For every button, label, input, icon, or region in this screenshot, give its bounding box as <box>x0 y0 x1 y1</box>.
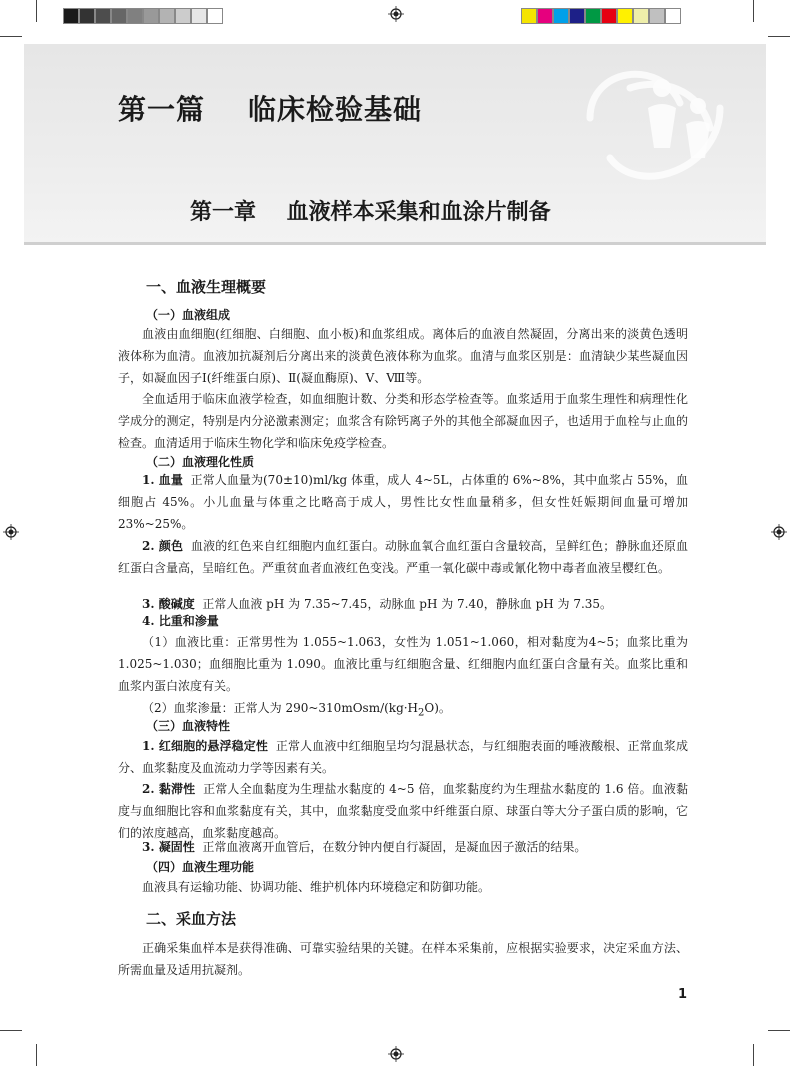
color-swatch <box>617 8 633 24</box>
subscript: 2 <box>418 707 425 719</box>
paragraph: 血液由血细胞(红细胞、白细胞、血小板)和血浆组成。离体后的血液自然凝固，分离出来的淡黄色透明液体称为血清。血液加抗凝剂后分离出来的淡黄色液体称为血浆。血清与血浆区别是：血清缺少某些凝血因子，如凝血因子Ⅰ(纤维蛋白原)、Ⅱ(凝血酶原)、Ⅴ、Ⅷ等。 <box>118 327 688 385</box>
color-swatch <box>665 8 681 24</box>
item-text: 正常人全血黏度为生理盐水黏度的 4~5 倍，血浆黏度约为生理盐水黏度的 1.6 倍。血液黏度与血细胞比容和血浆黏度有关，其中，血浆黏度受血浆中纤维蛋白原、球蛋白等大分子蛋白质的影响，它们的浓度越高，血浆黏度越高。 <box>118 782 688 840</box>
item-label: 2. 颜色 <box>142 539 184 553</box>
item-label: 1. 血量 <box>142 473 183 487</box>
item-text: 血液的红色来自红细胞内血红蛋白。动脉血氧合血红蛋白含量较高，呈鲜红色；静脉血还原血红蛋白含量高，呈暗红色。严重贫血者血液红色变浅。严重一氧化碳中毒或氰化物中毒者血液呈樱红色。 <box>118 539 688 575</box>
paragraph <box>118 535 688 579</box>
paragraph: 全血适用于临床血液学检查，如血细胞计数、分类和形态学检查等。血浆适用于血浆生理性和病理性化学成分的测定，特别是内分泌激素测定；血浆含有除钙离子外的其他全部凝血因子，也适用于血栓与止血的检查。血清适用于临床生物化学和临床免疫学检查。 <box>118 392 688 450</box>
crop-mark <box>753 0 754 22</box>
gray-swatch <box>191 8 207 24</box>
section-heading: 二、采血方法 <box>146 910 237 928</box>
color-swatch <box>585 8 601 24</box>
gray-swatch <box>95 8 111 24</box>
gray-swatch <box>127 8 143 24</box>
item-label: 3. 凝固性 <box>142 840 195 854</box>
subsection-heading: （三）血液特性 <box>146 719 231 733</box>
paragraph <box>118 836 688 858</box>
item-label: 3. 酸碱度 <box>142 597 195 611</box>
registration-mark-right-icon <box>771 524 787 540</box>
color-calibration-bar <box>521 8 681 24</box>
color-swatch <box>649 8 665 24</box>
gray-swatch <box>63 8 79 24</box>
color-swatch <box>633 8 649 24</box>
crop-mark <box>768 1030 790 1031</box>
crop-mark <box>768 36 790 37</box>
gray-swatch <box>143 8 159 24</box>
part-title: 第一篇 临床检验基础 <box>118 93 422 126</box>
gray-swatch <box>207 8 223 24</box>
chapter-title: 第一章 血液样本采集和血涂片制备 <box>190 200 551 225</box>
color-swatch <box>521 8 537 24</box>
item-text: 正常人血量为(70±10)ml/kg 体重，成人 4~5L，占体重的 6%~8%，其中血浆占 55%，血细胞占 45%。小儿血量与体重之比略高于成人，男性比女性血量稍多，但女性妊娠期间血量可增加 23%~25%。 <box>118 473 688 531</box>
registration-mark-top-icon <box>388 6 404 22</box>
paragraph <box>118 469 688 535</box>
page-number: 1 <box>678 987 688 1002</box>
subsection-heading: （四）血液生理功能 <box>146 860 255 874</box>
section-heading: 一、血液生理概要 <box>146 278 267 296</box>
crop-mark <box>0 1030 22 1031</box>
crop-mark <box>753 1044 754 1066</box>
color-swatch <box>601 8 617 24</box>
subsection-heading: （一）血液组成 <box>146 308 231 322</box>
registration-mark-left-icon <box>3 524 19 540</box>
item-label: 4. 比重和渗量 <box>142 614 219 628</box>
grayscale-calibration-bar <box>63 8 223 24</box>
paragraph <box>118 610 688 632</box>
gray-swatch <box>175 8 191 24</box>
decorative-figures-logo-icon <box>570 48 740 198</box>
subsection-heading: （二）血液理化性质 <box>146 455 255 469</box>
gray-swatch <box>111 8 127 24</box>
gray-swatch <box>79 8 95 24</box>
crop-mark <box>0 36 22 37</box>
item-text: O)。 <box>424 701 451 715</box>
gray-swatch <box>159 8 175 24</box>
paragraph <box>118 735 688 779</box>
paragraph: 正确采集血样本是获得准确、可靠实验结果的关键。在样本采集前，应根据实验要求，决定采血方法、所需血量及适用抗凝剂。 <box>118 941 688 977</box>
item-label: 1. 红细胞的悬浮稳定性 <box>142 739 268 753</box>
crop-mark <box>36 1044 37 1066</box>
paragraph: （1）血液比重：正常男性为 1.055~1.063，女性为 1.051~1.060，相对黏度为4~5；血浆比重为 1.025~1.030；血细胞比重为 1.090。血液比重与红细胞含量、红细胞内血红蛋白含量有关。血浆比重和血浆内蛋白浓度有关。 <box>118 635 688 693</box>
color-swatch <box>569 8 585 24</box>
item-text: 正常人血液 pH 为 7.35~7.45，动脉血 pH 为 7.40，静脉血 pH 为 7.35。 <box>202 597 613 611</box>
crop-mark <box>36 0 37 22</box>
item-text: （2）血浆渗量：正常人为 290~310mOsm/(kg·H <box>142 701 419 715</box>
paragraph: 血液具有运输功能、协调功能、维护机体内环境稳定和防御功能。 <box>142 880 491 894</box>
paragraph <box>118 778 688 844</box>
registration-mark-bottom-icon <box>388 1046 404 1062</box>
color-swatch <box>537 8 553 24</box>
color-swatch <box>553 8 569 24</box>
item-label: 2. 黏滞性 <box>142 782 196 796</box>
item-text: 正常血液离开血管后，在数分钟内便自行凝固，是凝血因子激活的结果。 <box>202 840 587 854</box>
item-text: 正常人血液中红细胞呈均匀混悬状态，与红细胞表面的唾液酸根、正常血浆成分、血浆黏度及血流动力学等因素有关。 <box>118 739 688 775</box>
